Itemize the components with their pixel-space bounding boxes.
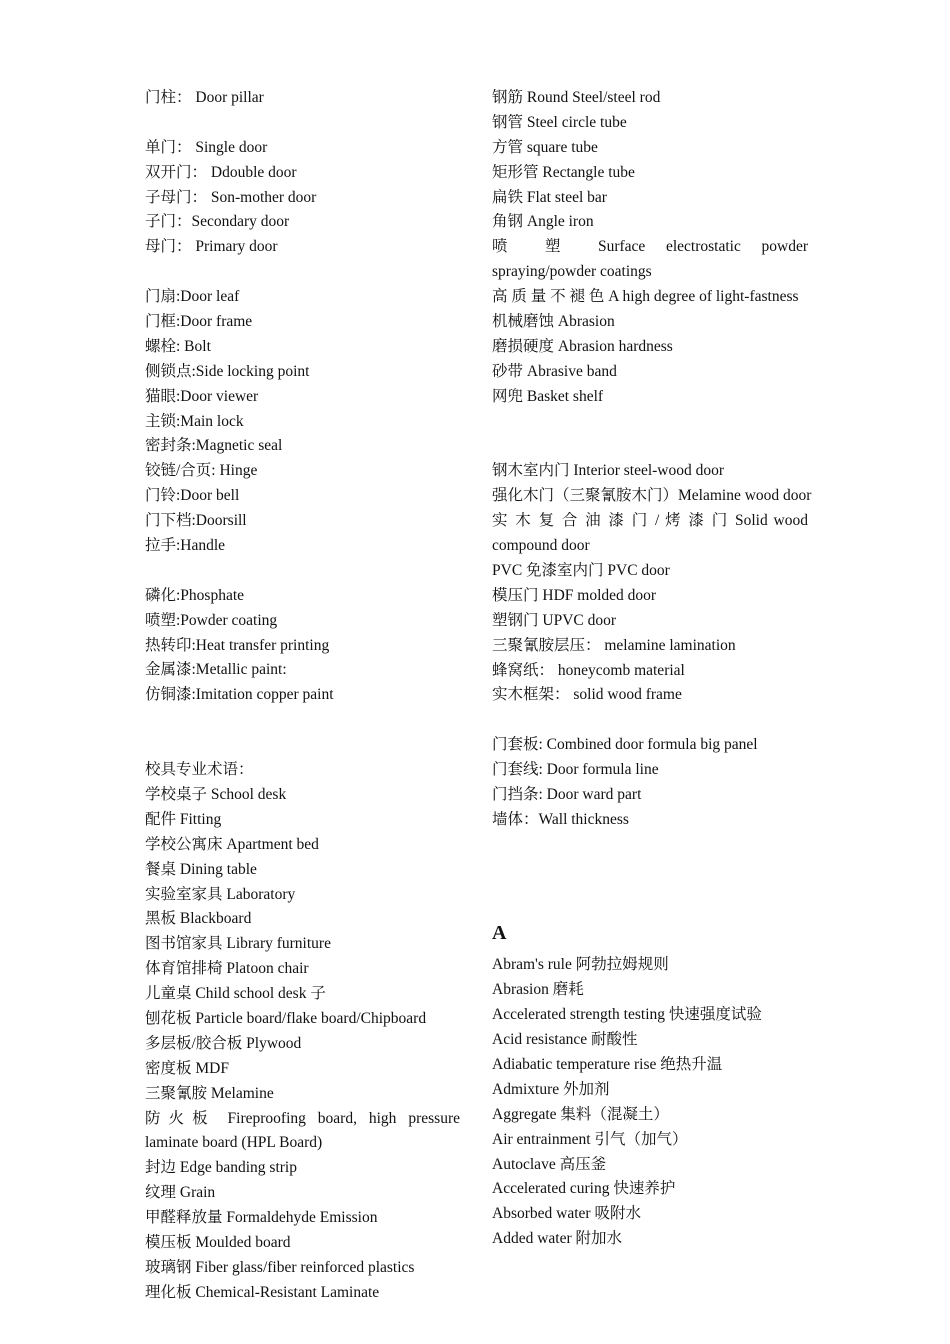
- term-line: 喷 塑 Surface electrostatic powder spraying/powder coatings: [492, 238, 808, 281]
- term-line: 猫眼:Door viewer: [145, 387, 259, 405]
- term-line: 模压板 Moulded board: [145, 1234, 291, 1251]
- term-line: 理化板 Chemical-Resistant Laminate: [145, 1283, 380, 1301]
- term-line: 门柱： Door pillar: [145, 89, 264, 106]
- term-line: 蜂窝纸： honeycomb material: [492, 661, 685, 679]
- term-line: Air entrainment 引气（加气）: [492, 1130, 688, 1148]
- term-line: Aggregate 集料（混凝土）: [492, 1105, 669, 1123]
- term-line: 高 质 量 不 褪 色 A high degree of light-fastness: [492, 288, 799, 306]
- term-line: 网兜 Basket shelf: [492, 387, 604, 405]
- blank-line: [145, 260, 460, 285]
- term-line: 角钢 Angle iron: [492, 213, 594, 231]
- term-line: 图书馆家具 Library furniture: [145, 935, 331, 953]
- term-line: 门挡条: Door ward part: [492, 786, 642, 804]
- term-line: 钢管 Steel circle tube: [492, 113, 627, 131]
- term-line: 黑板 Blackboard: [145, 910, 252, 928]
- blank-line: [145, 733, 460, 758]
- term-line: 方管 square tube: [492, 138, 598, 156]
- blank-line: [145, 708, 460, 733]
- term-line: 热转印:Heat transfer printing: [145, 636, 330, 654]
- term-line: 门下档:Doorsill: [145, 512, 247, 530]
- term-line: 砂带 Abrasive band: [492, 362, 617, 380]
- term-line: 儿童桌 Child school desk 子: [145, 985, 326, 1003]
- term-line: 刨花板 Particle board/flake board/Chipboard: [145, 1009, 427, 1027]
- blank-line: [492, 410, 808, 435]
- term-line: Absorbed water 吸附水: [492, 1205, 641, 1223]
- term-line: 校具专业术语：: [145, 761, 254, 779]
- term-line: PVC 免漆室内门 PVC door: [492, 562, 670, 579]
- term-line: 子门：Secondary door: [145, 213, 290, 231]
- term-line: 喷塑:Powder coating: [145, 611, 278, 629]
- term-line: 强化木门（三聚氰胺木门）Melamine wood door: [492, 487, 812, 505]
- term-line: 矩形管 Rectangle tube: [492, 163, 635, 181]
- term-line: 塑钢门 UPVC door: [492, 611, 617, 629]
- term-line: Autoclave 高压釜: [492, 1155, 607, 1173]
- blank-line: [492, 858, 808, 883]
- blank-line: [492, 833, 808, 858]
- term-line: 仿铜漆:Imitation copper paint: [145, 686, 334, 704]
- term-line: 扁铁 Flat steel bar: [492, 188, 607, 206]
- term-line: 配件 Fitting: [145, 810, 222, 828]
- term-line: 纹理 Grain: [145, 1184, 216, 1202]
- term-line: 钢筋 Round Steel/steel rod: [492, 89, 661, 106]
- term-line: 母门： Primary door: [145, 238, 278, 256]
- term-line: 主锁:Main lock: [145, 412, 244, 430]
- term-line: Accelerated curing 快速养护: [492, 1180, 676, 1198]
- right-column: [492, 86, 812, 1252]
- term-line: 铰链/合页: Hinge: [145, 462, 258, 480]
- term-line: 防火板 Fireproofing board, high pressure laminate board (HPL Board): [145, 1109, 460, 1152]
- term-line: Abram's rule 阿勃拉姆规则: [492, 956, 669, 974]
- term-line: Acid resistance 耐酸性: [492, 1031, 638, 1049]
- term-line: Adiabatic temperature rise 绝热升温: [492, 1056, 723, 1074]
- blank-line: [492, 435, 808, 460]
- glossary-a-list: [492, 953, 808, 1252]
- term-line: 学校公寓床 Apartment bed: [145, 835, 319, 853]
- term-line: 门套线: Door formula line: [492, 761, 659, 779]
- section-letter-heading: A: [492, 922, 507, 945]
- term-line: Added water 附加水: [492, 1230, 622, 1248]
- term-line: 玻璃钢 Fiber glass/fiber reinforced plastics: [145, 1258, 415, 1276]
- term-line: Admixture 外加剂: [492, 1080, 610, 1098]
- term-line: Accelerated strength testing 快速强度试验: [492, 1006, 762, 1024]
- term-line: 门扇:Door leaf: [145, 288, 240, 306]
- term-line: 金属漆:Metallic paint:: [145, 661, 287, 679]
- term-line: 封边 Edge banding strip: [145, 1159, 297, 1177]
- term-line: 实木框架： solid wood frame: [492, 686, 682, 704]
- term-line: 单门： Single door: [145, 138, 268, 156]
- term-line: 磨损硬度 Abrasion hardness: [492, 337, 673, 355]
- term-line: 钢木室内门 Interior steel-wood door: [492, 462, 725, 480]
- term-line: 学校桌子 School desk: [145, 785, 287, 803]
- term-line: 实 木 复 合 油 漆 门 / 烤 漆 门 Solid wood compound door: [492, 512, 808, 555]
- term-line: 密度板 MDF: [145, 1059, 229, 1077]
- blank-line: [492, 883, 808, 908]
- term-line: 餐桌 Dining table: [145, 860, 257, 878]
- term-line: 拉手:Handle: [145, 537, 226, 555]
- term-line: 螺栓: Bolt: [145, 337, 211, 355]
- term-line: Abrasion 磨耗: [492, 981, 584, 999]
- term-line: 密封条:Magnetic seal: [145, 437, 283, 455]
- term-line: 门框:Door frame: [145, 313, 253, 331]
- term-line: 多层板/胶合板 Plywood: [145, 1034, 302, 1052]
- term-line: 甲醛释放量 Formaldehyde Emission: [145, 1209, 378, 1227]
- left-column: [145, 86, 460, 1306]
- term-line: 门套板: Combined door formula big panel: [492, 736, 758, 754]
- term-line: 实验室家具 Laboratory: [145, 885, 296, 903]
- term-line: 三聚氰胺层压： melamine lamination: [492, 636, 736, 654]
- blank-line: [145, 111, 460, 136]
- term-line: 磷化:Phosphate: [145, 586, 245, 604]
- term-line: 双开门： Ddouble door: [145, 163, 297, 181]
- term-line: 机械磨蚀 Abrasion: [492, 313, 615, 331]
- term-line: 体育馆排椅 Platoon chair: [145, 960, 309, 978]
- term-line: 门铃:Door bell: [145, 487, 240, 505]
- blank-line: [145, 559, 460, 584]
- term-line: 模压门 HDF molded door: [492, 586, 657, 604]
- term-line: 三聚氰胺 Melamine: [145, 1084, 274, 1102]
- right-term-list: [492, 86, 812, 907]
- term-line: 墙体：Wall thickness: [492, 810, 629, 828]
- term-line: 子母门： Son-mother door: [145, 188, 317, 206]
- term-line: 侧锁点:Side locking point: [145, 362, 310, 380]
- blank-line: [492, 708, 808, 733]
